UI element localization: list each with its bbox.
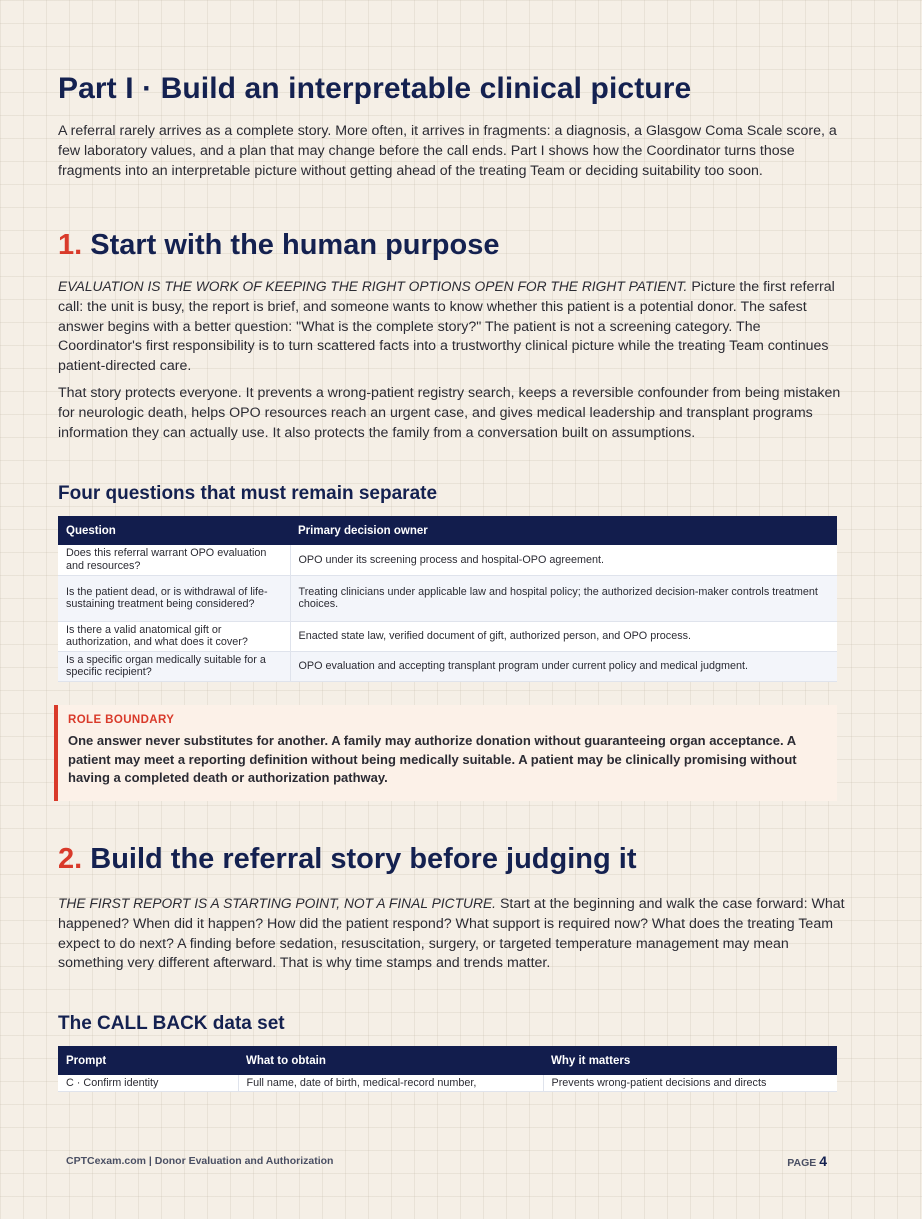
- table-cell: Is the patient dead, or is withdrawal of life-sustaining treatment being considered?: [58, 575, 290, 621]
- table-cell: OPO evaluation and accepting transplant program under current policy and medical judgment.: [290, 651, 837, 681]
- footer-doc-title: Donor Evaluation and Authorization: [154, 1155, 334, 1167]
- four-questions-table: [58, 516, 837, 682]
- section-1-heading: [58, 229, 500, 262]
- callout-label: ROLE BOUNDARY: [68, 714, 175, 726]
- footer-separator: |: [148, 1155, 152, 1167]
- section-2-para1-text: Start at the beginning and walk the case forward: What happened? When did it happen? How did the patient respond? What support is required now? What does the treating Team expect to do next? A finding before sedation, resuscitation, surgery, or targeted temperature management may mean something very different afterward. That is why time stamps and trends matter.: [58, 896, 845, 972]
- section-1-title: Start with the human purpose: [90, 229, 500, 261]
- table-row: [58, 575, 837, 621]
- section-2-number: 2.: [58, 843, 83, 875]
- column-header: Why it matters: [543, 1046, 837, 1075]
- section-2-paragraph-1: [58, 894, 848, 974]
- part-intro: A referral rarely arrives as a complete story. More often, it arrives in fragments: a diagnosis, a Glasgow Coma Scale score, a few laboratory values, and a plan that may change before the call ends. Part I shows how the Coordinator turns those fragments into an interpretable picture without getting ahead of the treating Team or deciding suitability too soon.: [58, 123, 837, 179]
- section-1-number: 1.: [58, 229, 83, 261]
- part-title: Part I · Build an interpretable clinical picture: [58, 72, 692, 105]
- section-1-paragraph-1: [58, 277, 848, 377]
- callout-text: One answer never substitutes for another. A family may authorize donation without guaranteeing organ acceptance. A patient may meet a reporting definition without being medically suitable. A patient may be clinically promising without having a completed death or authorization pathway.: [68, 733, 797, 785]
- table-cell: Treating clinicians under applicable law and hospital policy; the authorized decision-maker controls treatment choices.: [290, 575, 837, 621]
- role-boundary-callout: [54, 705, 837, 801]
- table-cell: Enacted state law, verified document of gift, authorized person, and OPO process.: [290, 621, 837, 651]
- section-2-lead: THE FIRST REPORT IS A STARTING POINT, NOT A FINAL PICTURE.: [58, 896, 496, 911]
- footer-site: CPTCexam.com: [66, 1155, 146, 1167]
- table-cell: Is a specific organ medically suitable for a specific recipient?: [58, 651, 290, 681]
- table-cell: Does this referral warrant OPO evaluation and resources?: [58, 545, 290, 575]
- four-questions-heading: Four questions that must remain separate: [58, 483, 438, 504]
- table-cell: C · Confirm identity: [58, 1075, 238, 1091]
- section-2-heading: [58, 843, 636, 876]
- table-row: [58, 621, 837, 651]
- table-cell: OPO under its screening process and hospital-OPO agreement.: [290, 545, 837, 575]
- table-cell: Is there a valid anatomical gift or authorization, and what does it cover?: [58, 621, 290, 651]
- call-back-heading: The CALL BACK data set: [58, 1013, 285, 1034]
- column-header: Question: [58, 516, 290, 545]
- column-header: What to obtain: [238, 1046, 543, 1075]
- page-number: 4: [819, 1153, 827, 1169]
- section-1-para1-text: Picture the first referral call: the unit is busy, the report is brief, and someone wants to know whether this patient is a potential donor. The safest answer begins with a better question: "What is the complete story?" The patient is not a screening category. The Coordinator's first responsibility is to turn scattered facts into a trustworthy clinical picture while the treating Team continues patient-directed care.: [58, 279, 835, 375]
- table-row: [58, 651, 837, 681]
- section-2-title: Build the referral story before judging it: [90, 843, 637, 875]
- section-1-lead: EVALUATION IS THE WORK OF KEEPING THE RIGHT OPTIONS OPEN FOR THE RIGHT PATIENT.: [58, 279, 688, 294]
- table-row: [58, 1075, 837, 1091]
- table-row: [58, 545, 837, 575]
- footer-source: [66, 1155, 333, 1167]
- section-1-paragraph-2: That story protects everyone. It prevents a wrong-patient registry search, keeps a reversible confounder from being mistaken for neurologic death, helps OPO resources reach an urgent case, and gives medical leadership and transplant programs information they can actually use. It also protects the family from a conversation built on assumptions.: [58, 385, 841, 441]
- table-header-row: [58, 1046, 837, 1075]
- column-header: Prompt: [58, 1046, 238, 1075]
- call-back-table: [58, 1046, 837, 1092]
- page-label: PAGE: [787, 1157, 817, 1169]
- table-cell: Full name, date of birth, medical-record number,: [238, 1075, 543, 1091]
- column-header: Primary decision owner: [290, 516, 837, 545]
- table-header-row: [58, 516, 837, 545]
- footer-page: [787, 1153, 827, 1169]
- table-cell: Prevents wrong-patient decisions and directs: [543, 1075, 837, 1091]
